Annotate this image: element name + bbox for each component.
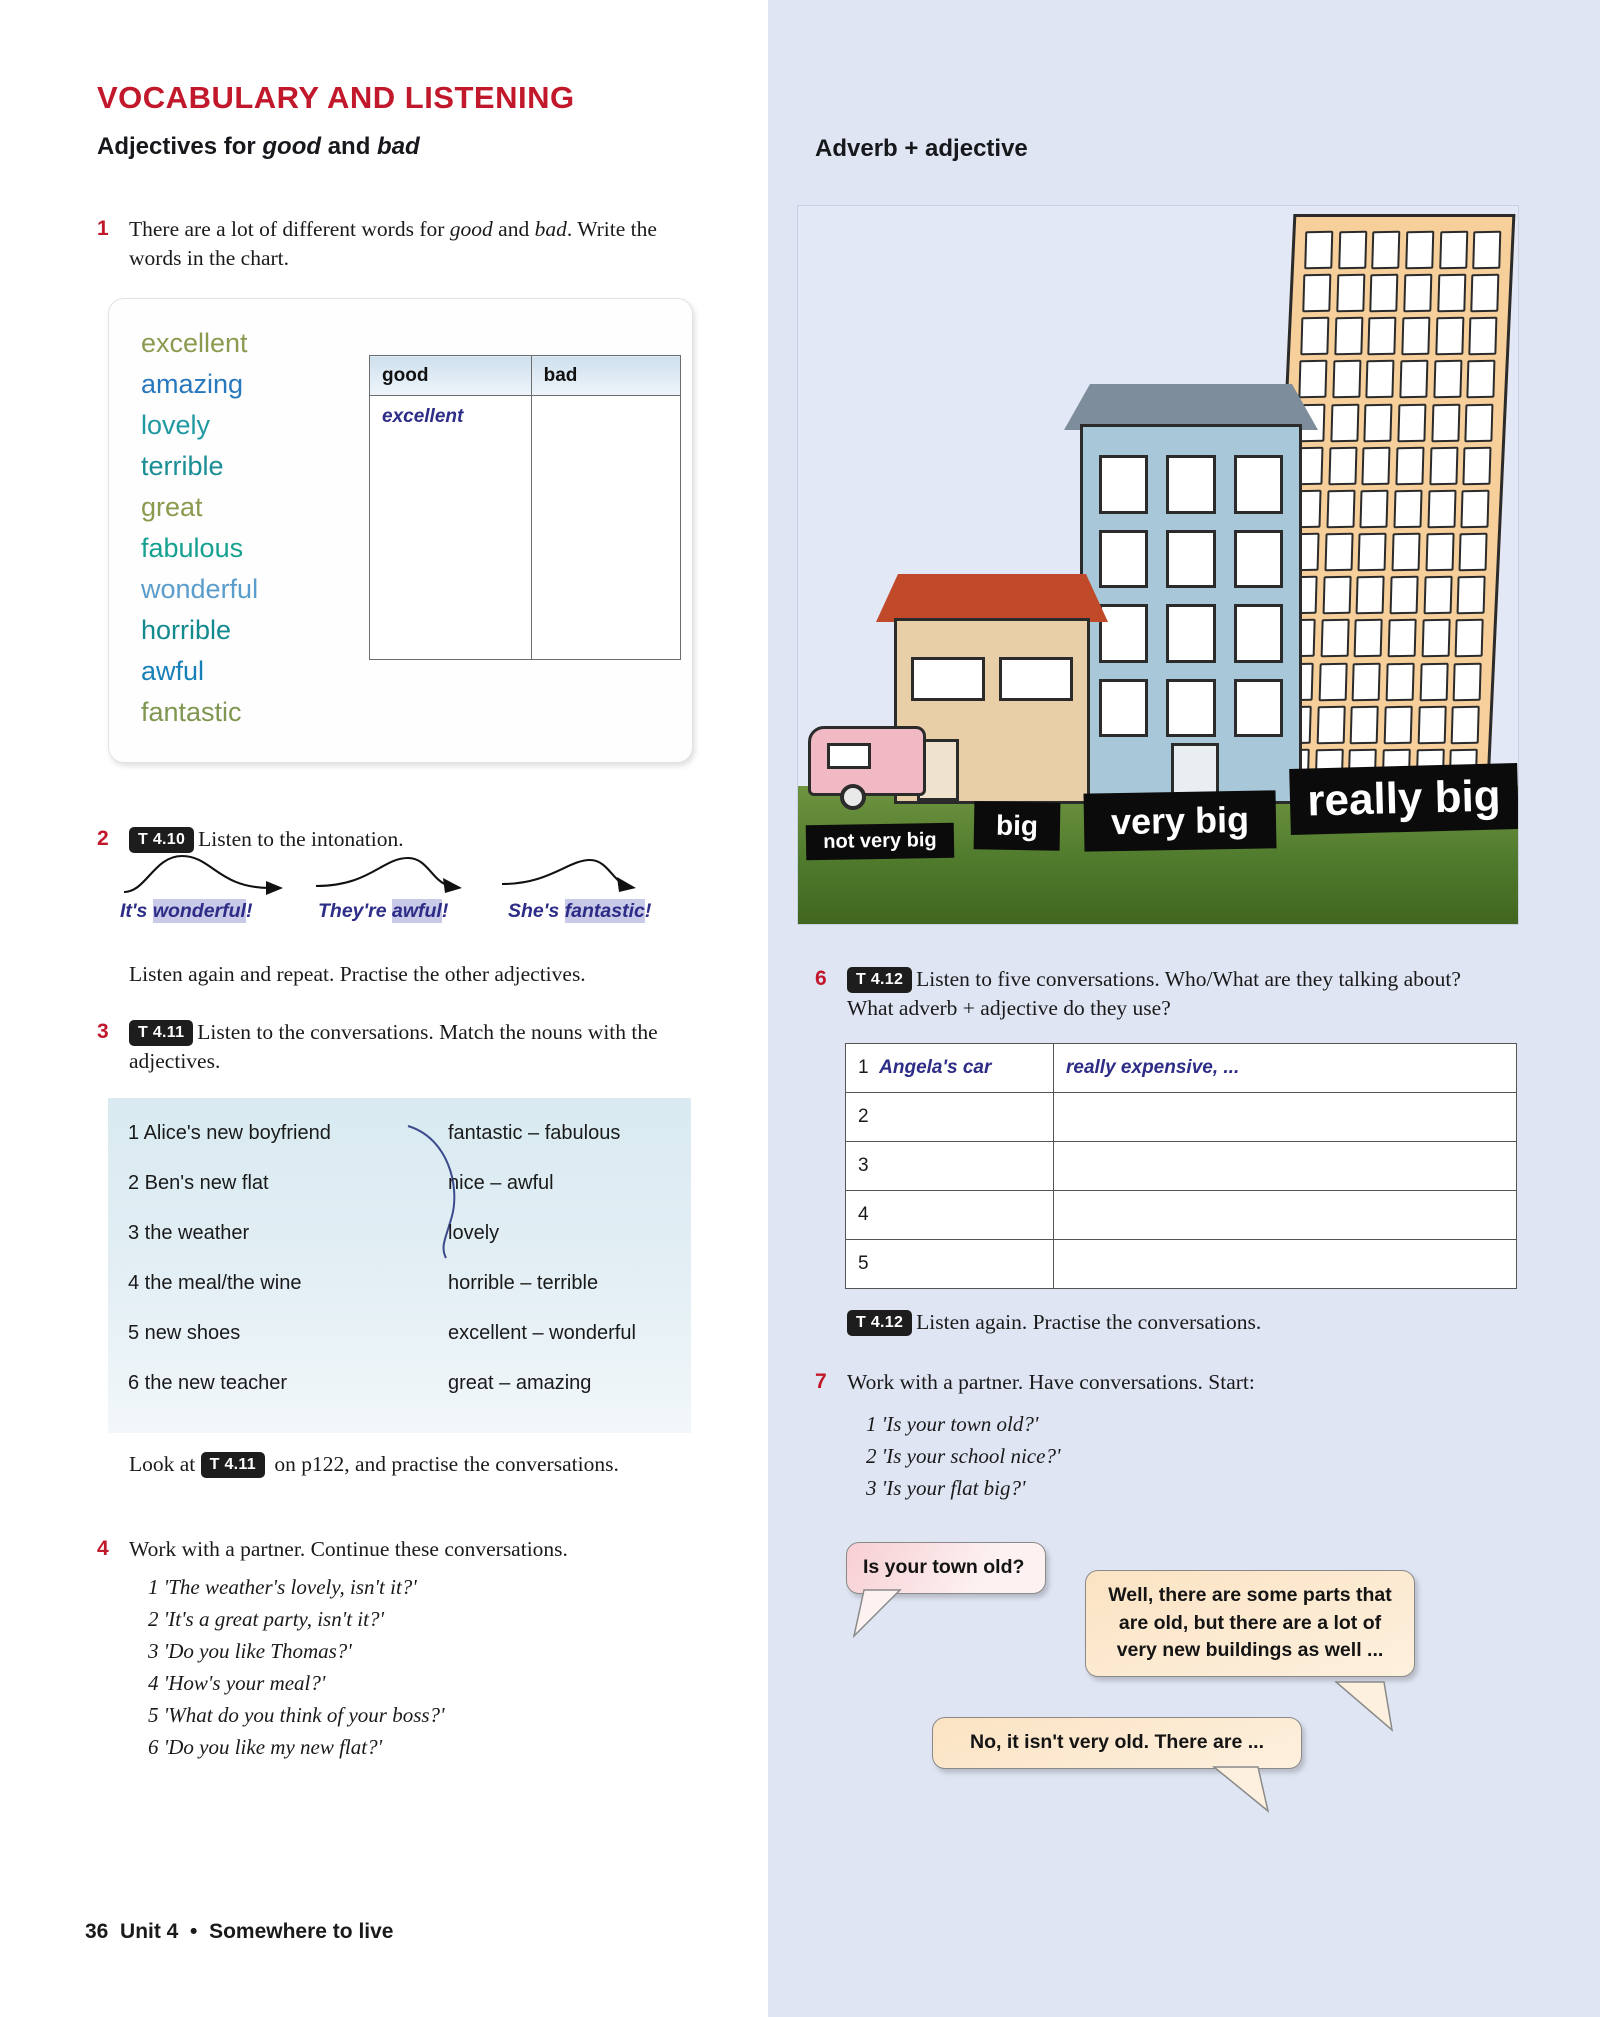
exercise-6-number: 6 xyxy=(815,967,827,990)
bad-column-cell[interactable] xyxy=(531,396,680,660)
tower-window xyxy=(1405,231,1434,270)
intonation-2-post: ! xyxy=(441,900,449,922)
table-cell-who[interactable] xyxy=(846,1142,1054,1191)
small-house-window xyxy=(911,657,985,701)
exercise-6 xyxy=(815,965,1495,1022)
intonation-3-post: ! xyxy=(644,900,652,922)
tower-window xyxy=(1393,490,1422,529)
word-bank-item-terrible[interactable]: terrible xyxy=(141,451,224,482)
tower-window xyxy=(1368,317,1397,356)
exercise-6-followup xyxy=(847,1308,1507,1337)
adverb-adjective-illustration xyxy=(797,205,1519,925)
chart-filled-answer: excellent xyxy=(382,406,464,428)
small-house-roof xyxy=(876,574,1108,622)
exercise-4-number: 4 xyxy=(97,1537,109,1560)
tower-window xyxy=(1465,403,1494,442)
tower-window xyxy=(1324,533,1353,572)
word-bank-item-fantastic[interactable]: fantastic xyxy=(141,697,242,728)
row-who: Angela's car xyxy=(879,1057,992,1078)
word-bank-item-fabulous[interactable]: fabulous xyxy=(141,533,244,564)
table-cell-who[interactable] xyxy=(846,1093,1054,1142)
tower-window xyxy=(1304,231,1333,270)
match-noun-2[interactable]: 2 Ben's new flat xyxy=(128,1172,269,1194)
word-bank-box xyxy=(108,298,693,763)
exercise-6-text xyxy=(847,965,1495,1022)
match-noun-6[interactable]: 6 the new teacher xyxy=(128,1372,287,1394)
small-house-window xyxy=(999,657,1073,701)
section-subtitle xyxy=(97,133,420,161)
tower-window xyxy=(1390,576,1419,615)
footer-unit: Unit 4 xyxy=(120,1920,179,1943)
tower-window xyxy=(1356,576,1385,615)
match-noun-3[interactable]: 3 the weather xyxy=(128,1222,250,1244)
tower-window xyxy=(1453,662,1482,701)
table-cell-answer[interactable] xyxy=(1054,1191,1517,1240)
townhouse-window xyxy=(1234,604,1283,663)
exercise-7-number: 7 xyxy=(815,1370,827,1393)
tower-window xyxy=(1384,705,1413,744)
ex1-text-mid: and xyxy=(492,217,535,241)
tower-window xyxy=(1326,490,1355,529)
exercise-2-followup xyxy=(129,960,709,989)
intonation-text-2 xyxy=(318,899,448,923)
label-really-big: really big xyxy=(1289,763,1519,835)
tower-window xyxy=(1336,274,1365,313)
tower-window xyxy=(1401,317,1430,356)
subtitle-italic-bad: bad xyxy=(377,133,420,160)
exercise-4-item-5: 5 'What do you think of your boss?' xyxy=(148,1702,445,1727)
ex1-text-pre: There are a lot of different words for xyxy=(129,217,450,241)
ex1-italic-bad: bad xyxy=(534,217,567,241)
tower-window xyxy=(1330,403,1359,442)
intonation-3-pre: She's xyxy=(508,900,565,922)
tower-window xyxy=(1433,360,1462,399)
tower-window xyxy=(1427,490,1456,529)
tower-window xyxy=(1469,317,1498,356)
word-bank-item-great[interactable]: great xyxy=(141,492,203,523)
match-adjective-2[interactable]: nice – awful xyxy=(448,1172,554,1194)
tower-window xyxy=(1455,619,1484,658)
intonation-1-pre: It's xyxy=(120,900,153,922)
exercise-3 xyxy=(97,1018,707,1075)
tower-window xyxy=(1473,231,1502,270)
tower-window xyxy=(1461,490,1490,529)
exercise-7-item-3: 3 'Is your flat big?' xyxy=(866,1476,1026,1501)
table-row[interactable] xyxy=(846,1142,1517,1191)
exercise-1-number: 1 xyxy=(97,217,109,240)
row-number: 4 xyxy=(858,1204,869,1225)
match-noun-1[interactable]: 1 Alice's new boyfriend xyxy=(128,1122,331,1144)
tower-window xyxy=(1435,317,1464,356)
footer-separator: • xyxy=(190,1920,198,1943)
ex6-followup-text: Listen again. Practise the conversations. xyxy=(916,1310,1262,1334)
tower-window xyxy=(1457,576,1486,615)
tower-window xyxy=(1370,274,1399,313)
match-adjective-5[interactable]: excellent – wonderful xyxy=(448,1322,636,1344)
chart-header-row xyxy=(370,356,681,396)
intonation-examples xyxy=(120,848,680,953)
column-header-bad: bad xyxy=(531,356,680,396)
tower-window xyxy=(1399,360,1428,399)
townhouse-windows xyxy=(1099,455,1283,737)
exercise-4 xyxy=(97,1535,707,1564)
tower-window xyxy=(1417,705,1446,744)
exercise-3-followup xyxy=(129,1450,709,1479)
ex1-italic-good: good xyxy=(449,217,493,241)
exercise-4-text: Work with a partner. Continue these conversations. xyxy=(129,1537,568,1561)
tower-window xyxy=(1366,360,1395,399)
tower-window xyxy=(1429,447,1458,486)
page-footer xyxy=(85,1920,393,1944)
audio-tag-t412-repeat[interactable]: T 4.12 xyxy=(847,1310,912,1336)
intonation-text-3 xyxy=(508,899,651,923)
tower-window xyxy=(1302,274,1331,313)
townhouse-window xyxy=(1234,679,1283,738)
label-big: big xyxy=(974,801,1061,850)
townhouse-window xyxy=(1099,679,1148,738)
tower-window xyxy=(1471,274,1500,313)
tower-block-building xyxy=(1267,214,1516,804)
small-house-windows xyxy=(911,657,1073,701)
speech-bubble-answer-long: Well, there are some parts that are old, but there are a lot of very new buildings as well ... xyxy=(1085,1570,1415,1677)
tower-window xyxy=(1354,619,1383,658)
tower-window xyxy=(1362,447,1391,486)
tower-window xyxy=(1437,274,1466,313)
tower-window xyxy=(1318,662,1347,701)
townhouse-window xyxy=(1166,455,1215,514)
exercise-2-number: 2 xyxy=(97,827,109,850)
exercise-2-followup-text: Listen again and repeat. Practise the other adjectives. xyxy=(129,962,586,986)
label-not-very-big: not very big xyxy=(806,823,955,861)
tower-window xyxy=(1328,447,1357,486)
tower-window xyxy=(1358,533,1387,572)
intonation-3-stress: fantastic xyxy=(564,900,645,922)
subtitle-mid: and xyxy=(321,133,378,160)
speech-bubble-answer-short-tail xyxy=(1210,1765,1290,1825)
right-section-title: Adverb + adjective xyxy=(815,135,1028,162)
row-number: 5 xyxy=(858,1253,869,1274)
tower-window xyxy=(1386,662,1415,701)
townhouse-window xyxy=(1234,530,1283,589)
word-bank-item-horrible[interactable]: horrible xyxy=(141,615,232,646)
ex6-instruction: Listen to five conversations. Who/What are they talking about? What adverb + adjective do they use? xyxy=(847,967,1461,1020)
good-column-cell[interactable] xyxy=(370,396,532,660)
tower-windows xyxy=(1280,231,1501,787)
tower-window xyxy=(1431,403,1460,442)
match-adjective-4[interactable]: horrible – terrible xyxy=(448,1272,599,1294)
table-cell-answer[interactable] xyxy=(1054,1093,1517,1142)
intonation-arrows xyxy=(120,848,680,904)
townhouse-window xyxy=(1166,679,1215,738)
tower-window xyxy=(1300,317,1329,356)
word-bank-item-lovely[interactable]: lovely xyxy=(141,410,211,441)
tower-window xyxy=(1391,533,1420,572)
table-row[interactable] xyxy=(846,1240,1517,1289)
tower-window xyxy=(1467,360,1496,399)
tower-window xyxy=(1463,447,1492,486)
conversations-answer-table[interactable] xyxy=(845,1043,1517,1289)
exercise-1 xyxy=(97,215,697,272)
townhouse-window xyxy=(1166,530,1215,589)
table-row[interactable] xyxy=(846,1093,1517,1142)
row-number: 1 xyxy=(858,1057,869,1078)
table-cell-answer[interactable] xyxy=(1054,1044,1517,1093)
tower-window xyxy=(1372,231,1401,270)
ex3-instruction: Listen to the conversations. Match the nouns with the adjectives. xyxy=(129,1020,658,1073)
match-adjective-3[interactable]: lovely xyxy=(448,1222,500,1244)
tower-window xyxy=(1350,705,1379,744)
table-row[interactable] xyxy=(846,1044,1517,1093)
page-title: VOCABULARY AND LISTENING xyxy=(97,80,575,115)
word-bank-item-amazing[interactable]: amazing xyxy=(141,369,244,400)
matching-exercise-box[interactable] xyxy=(108,1098,691,1433)
footer-unit-title: Somewhere to live xyxy=(209,1920,394,1943)
good-bad-chart[interactable] xyxy=(369,355,681,660)
tower-window xyxy=(1403,274,1432,313)
table-cell-answer[interactable] xyxy=(1054,1240,1517,1289)
tower-window xyxy=(1320,619,1349,658)
footer-page-number: 36 xyxy=(85,1920,109,1943)
ex3-followup-post: on p122, and practise the conversations. xyxy=(268,1452,619,1476)
tower-window xyxy=(1332,360,1361,399)
speech-bubble-question: Is your town old? xyxy=(846,1542,1046,1594)
tower-window xyxy=(1388,619,1417,658)
caravan-wheel xyxy=(840,784,866,810)
tower-window xyxy=(1395,447,1424,486)
exercise-3-number: 3 xyxy=(97,1020,109,1043)
exercise-3-text xyxy=(129,1018,707,1075)
row-number: 3 xyxy=(858,1155,869,1176)
subtitle-italic-good: good xyxy=(262,133,322,160)
exercise-7-item-1: 1 'Is your town old?' xyxy=(866,1412,1039,1436)
match-noun-5[interactable]: 5 new shoes xyxy=(128,1322,241,1344)
audio-tag-t411-repeat[interactable]: T 4.11 xyxy=(201,1452,265,1478)
exercise-4-item-6: 6 'Do you like my new flat?' xyxy=(148,1734,383,1759)
tower-window xyxy=(1338,231,1367,270)
ex2-instruction: Listen to the intonation. xyxy=(198,827,404,851)
exercise-4-item-4: 4 'How's your meal?' xyxy=(148,1670,326,1695)
match-noun-4[interactable]: 4 the meal/the wine xyxy=(128,1272,302,1294)
intonation-1-stress: wonderful xyxy=(152,900,246,922)
tower-window xyxy=(1364,403,1393,442)
table-cell-answer[interactable] xyxy=(1054,1142,1517,1191)
intonation-text-1 xyxy=(120,899,252,923)
caravan-window xyxy=(827,743,871,769)
word-list xyxy=(141,323,258,733)
table-cell-who[interactable] xyxy=(846,1044,1054,1093)
speech-bubble-answer-long-tail xyxy=(1330,1680,1410,1740)
townhouse-window xyxy=(1099,455,1148,514)
audio-tag-t410[interactable]: T 4.10 xyxy=(129,827,194,853)
column-header-good: good xyxy=(370,356,532,396)
tower-window xyxy=(1419,662,1448,701)
audio-tag-t411[interactable]: T 4.11 xyxy=(129,1020,193,1046)
townhouse-building xyxy=(1080,424,1302,804)
intonation-1-post: ! xyxy=(245,900,253,922)
intonation-2-pre: They're xyxy=(318,900,393,922)
subtitle-pre: Adjectives for xyxy=(97,133,263,160)
tower-window xyxy=(1423,576,1452,615)
match-adjective-6[interactable]: great – amazing xyxy=(448,1372,592,1394)
intonation-2-stress: awful xyxy=(392,900,442,922)
tower-window xyxy=(1421,619,1450,658)
exercise-7-text: Work with a partner. Have conversations. Start: xyxy=(847,1370,1255,1394)
exercise-4-item-1: 1 'The weather's lovely, isn't it?' xyxy=(148,1575,417,1599)
tower-window xyxy=(1322,576,1351,615)
caravan xyxy=(808,726,926,796)
table-cell-who[interactable] xyxy=(846,1240,1054,1289)
exercise-4-item-3: 3 'Do you like Thomas?' xyxy=(148,1638,352,1663)
chart-answer-row xyxy=(370,396,681,660)
ex1-text-post: . Write the words in the chart. xyxy=(129,217,657,270)
match-adjective-1[interactable]: fantastic – fabulous xyxy=(448,1122,621,1144)
table-row[interactable] xyxy=(846,1191,1517,1240)
tower-window xyxy=(1397,403,1426,442)
tower-window xyxy=(1334,317,1363,356)
exercise-7-item-2: 2 'Is your school nice?' xyxy=(866,1444,1061,1469)
tower-window xyxy=(1439,231,1468,270)
table-cell-who[interactable] xyxy=(846,1191,1054,1240)
word-bank-item-excellent[interactable]: excellent xyxy=(141,328,248,358)
ex3-followup-pre: Look at xyxy=(129,1452,201,1476)
speech-bubble-question-tail xyxy=(846,1588,916,1648)
row-number: 2 xyxy=(858,1106,869,1127)
tower-window xyxy=(1425,533,1454,572)
word-bank-item-wonderful[interactable]: wonderful xyxy=(141,574,259,605)
intonation-item-3 xyxy=(508,900,651,923)
tower-window xyxy=(1451,705,1480,744)
intonation-item-1 xyxy=(120,900,252,923)
audio-tag-t412[interactable]: T 4.12 xyxy=(847,967,912,993)
exercise-4-item-2: 2 'It's a great party, isn't it?' xyxy=(148,1606,384,1631)
speech-bubble-answer-short: No, it isn't very old. There are ... xyxy=(932,1717,1302,1769)
row-answer: really expensive, ... xyxy=(1066,1057,1240,1078)
label-very-big: very big xyxy=(1084,790,1277,851)
exercise-4-items xyxy=(148,1572,708,1763)
left-column xyxy=(0,0,768,2017)
townhouse-window xyxy=(1234,455,1283,514)
word-bank-item-awful[interactable]: awful xyxy=(141,656,205,687)
exercise-7 xyxy=(815,1368,1475,1397)
townhouse-window xyxy=(1166,604,1215,663)
tower-window xyxy=(1360,490,1389,529)
tower-window xyxy=(1352,662,1381,701)
intonation-item-2 xyxy=(318,900,448,923)
tower-window xyxy=(1316,705,1345,744)
exercise-7-items xyxy=(866,1408,1466,1504)
tower-window xyxy=(1459,533,1488,572)
exercise-1-text xyxy=(129,215,697,272)
